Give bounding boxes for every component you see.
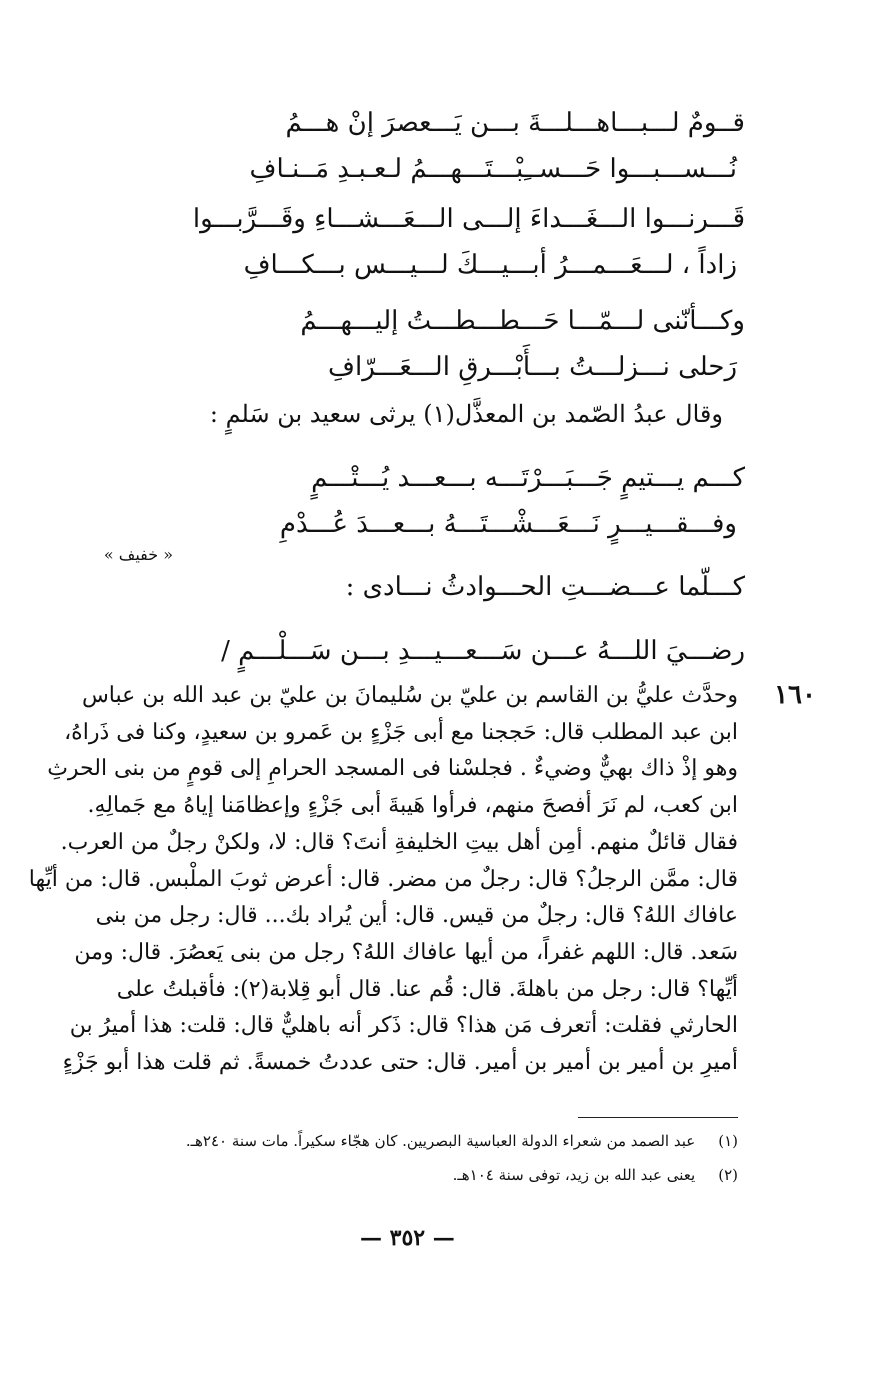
- prose-line: ابن كعب، لم نَرَ أفصحَ منهم، فرأوا هَيبةَ أبى جَزْءٍ وإعظامَنا إياهُ مع جَمالِهِ.: [87, 793, 738, 819]
- prose-line: فقال قائلٌ منهم. أمِن أهل بيتِ الخليفةِ أنتَ؟ قال: لا، ولكنْ رجلٌ من العرب.: [60, 829, 738, 855]
- footnote-text: عبد الصمد من شعراء الدولة العباسية البصريين. كان هجّاء سكيراً. مات سنة ٢٤٠هـ.: [185, 1132, 696, 1150]
- verse-hemistich: رَحلى نـــزلـــتُ بـــأَبْـــرقِ الـــعَـــرّافِ: [328, 352, 737, 382]
- verse-hemistich: كـــم يـــتيمٍ جَـــبَـــرْتَـــه بـــعـــد يُـــتْـــمٍ: [311, 463, 745, 493]
- prose-paragraph: [28, 678, 738, 1082]
- footnote-1: [128, 1132, 738, 1150]
- prose-line: ابن عبد المطلب قال: حَججنا مع أبى جَزْءٍ بن عَمرو بن سعيدٍ، وكنا فى ذَراهُ،: [64, 719, 738, 745]
- prose-line: الحارثي فقلت: أتعرف مَن هذا؟ قال: ذَكر أنه باهليٌّ قال: قلت: هذا أميرُ بن: [69, 1013, 738, 1039]
- footnote-2: [128, 1166, 738, 1184]
- prose-line: وحدَّث عليُّ بن القاسم بن عليّ بن سُليمانَ بن عليّ بن عبد الله بن عباس: [81, 683, 738, 708]
- prose-line: عافاك اللهُ؟ قال: رجلٌ من قيس. قال: أين يُراد بك... قال: رجل من بنى: [95, 903, 738, 929]
- page-number: — ٣٥٢ —: [360, 1225, 455, 1251]
- verse-hemistich: وكـــأنّنى لـــمّـــا حَـــطـــطـــتُ إليـــهـــمُ: [300, 306, 745, 336]
- verse-hemistich: وفـــقـــيـــرٍ نَـــعَـــشْـــتَـــهُ بـــعـــدَ عُـــدْمِ: [279, 509, 737, 539]
- verse-hemistich: كـــلّما عـــضـــتِ الحـــوادثُ نـــادى :: [345, 572, 745, 602]
- poem-couplet-4: [125, 455, 745, 547]
- footnote-divider: [578, 1117, 738, 1118]
- poem-couplet-2: [125, 196, 745, 288]
- prose-line: وهو إذْ ذاك بهيٌّ وضيءٌ . فجلسْنا فى المسجد الحرامِ إلى قومٍ من بنى الحرثِ: [47, 756, 738, 782]
- prose-line: قال: ممَّن الرجلُ؟ قال: رجلٌ من مضر. قال: أعرض ثوبَ الملْبس. قال: من أيِّها: [28, 866, 738, 892]
- verse-hemistich: قــومٌ لـــبـــاهـــلـــةَ بـــن يَـــعصرَ إنْ هـــمُ: [285, 108, 745, 138]
- prose-line: أيِّها؟ قال: رجل من باهلةَ. قال: قُم عنا. قال أبو قِلابة(٢): فأقبلتُ على: [116, 976, 738, 1002]
- margin-page-number: ١٦٠: [774, 680, 816, 710]
- verse-hemistich: رضـــيَ اللـــهُ عـــن سَـــعـــيـــدِ بـــن سَـــلْـــمٍ /: [221, 636, 745, 666]
- meter-label: « خفيف »: [103, 545, 173, 564]
- footnote-number: (٢): [718, 1166, 738, 1184]
- poem-couplet-1: [125, 100, 745, 192]
- prose-line: سَعد. قال: اللهم غفراً، من أيها عافاك اللهُ؟ رجل من بنى يَعصُرَ. قال: ومن: [74, 939, 738, 965]
- verse-hemistich: زاداً ، لـــعَـــمـــرُ أبـــيـــكَ لـــيـــس بـــكـــافِ: [243, 250, 737, 280]
- footnote-text: يعنى عبد الله بن زيد، توفى سنة ١٠٤هـ.: [452, 1166, 696, 1184]
- poem-couplet-3: [125, 298, 745, 390]
- poem-introduction: وقال عبدُ الصّمد بن المعذَّل(١) يرثى سعيد بن سَلمٍ :: [209, 400, 723, 428]
- verse-hemistich: نُـــســـبـــوا حَـــســِبْـــتَـــهـــمُ لـعـبـدِ مَــنـافِ: [249, 154, 737, 184]
- verse-hemistich: قَـــرنـــوا الـــغَـــداءَ إلـــى الـــعَـــشـــاءِ وقَـــرَّبـــوا: [192, 204, 745, 234]
- footnote-number: (١): [718, 1132, 738, 1150]
- prose-line: أميرِ بن أمير بن أمير بن أمير. قال: حتى عددتُ خمسةً. ثم قلت هذا أبو جَزْءٍ: [62, 1050, 738, 1076]
